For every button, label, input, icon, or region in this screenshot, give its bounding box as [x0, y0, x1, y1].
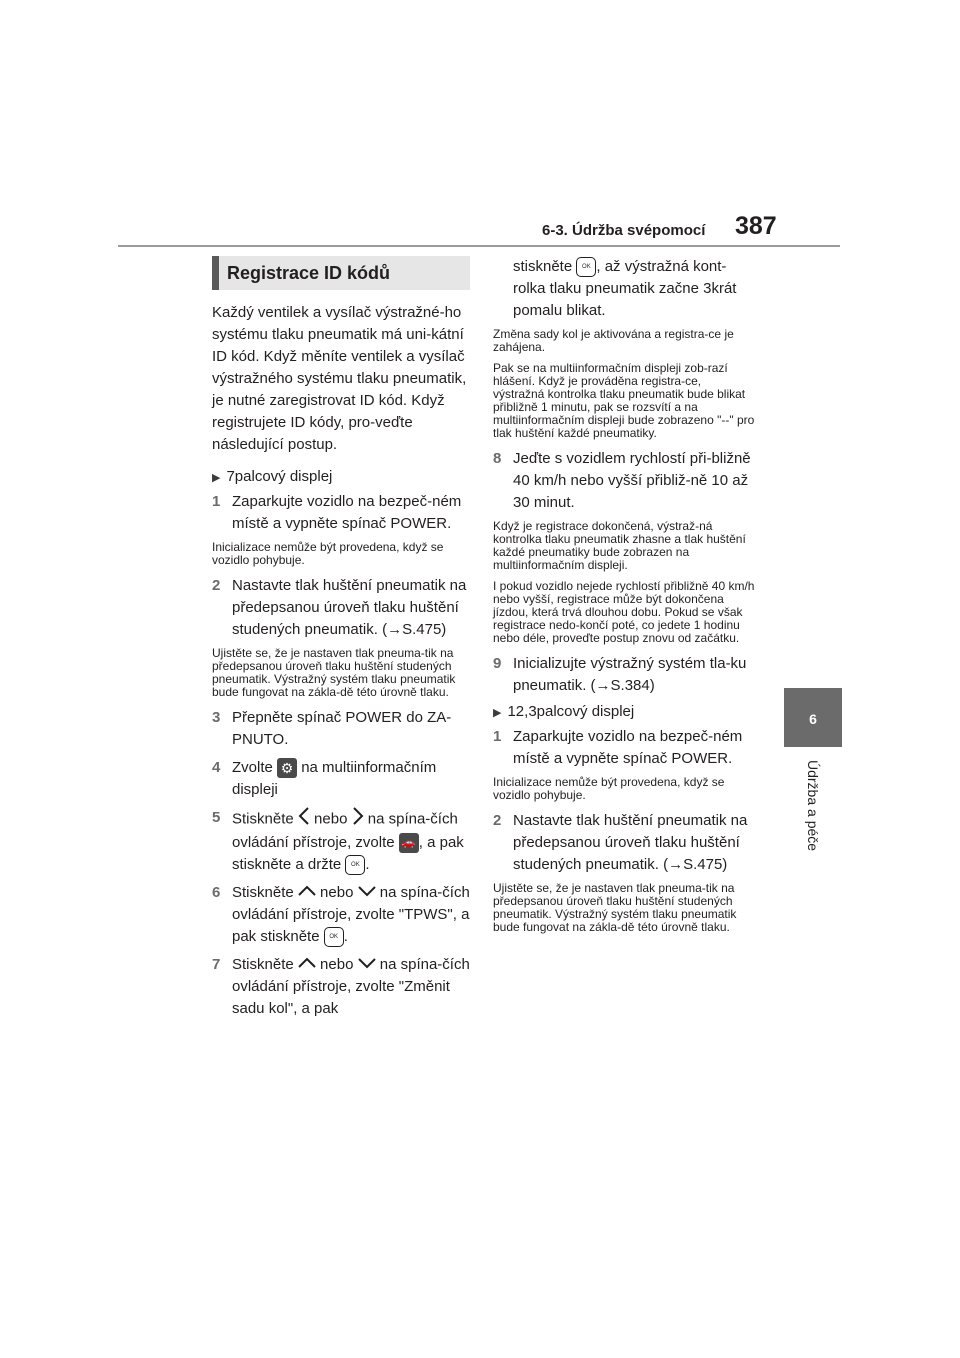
- chevron-up-icon: [298, 954, 316, 976]
- note: Ujistěte se, že je nastaven tlak pneuma-tik na předepsanou úroveň tlaku huštění studených pneumatik. Výstražný systém tlaku pneumatik bude fungovat na zákla-dě této úrovně tlaku.: [212, 646, 456, 699]
- left-column: [212, 256, 470, 1026]
- step-1: 1 Zaparkujte vozidlo na bezpeč-ném místě a vypněte spínač POWER.: [212, 493, 462, 532]
- step-7-continued: stiskněte OK , až výstražná kont-rolka tlaku pneumatik začne 3krát pomalu blikat.: [513, 258, 737, 319]
- ok-button-icon: OK: [576, 257, 596, 277]
- page-number: 387: [735, 212, 777, 240]
- chevron-down-icon: [358, 954, 376, 976]
- note: Změna sady kol je aktivována a registra-ce je zahájena.: [493, 327, 734, 354]
- intro-paragraph: Každý ventilek a vysílač výstražné-ho systému tlaku pneumatik má uni-kátní ID kód. Když měníte ventilek a vysílač výstražného systému tlaku pneumatik, je nutné zaregistrovat ID kód. Když registrujete ID kódy, pro-veďte následující postup.: [212, 304, 467, 453]
- note: Pak se na multiinformačním displeji zob-razí hlášení. Když je prováděna registra-ce, výstražná kontrolka tlaku pneumatik bude blikat přibližně 1 minutu, pak se rozsvítí a na multiinformačním displeji bude zobrazeno "--" pro tlak huštění každé pneumatiky.: [493, 361, 755, 440]
- ok-button-icon: OK: [324, 927, 344, 947]
- header-section-title: 6-3. Údržba svépomocí: [542, 222, 706, 239]
- step-7: 7 Stiskněte nebo na spína-čích ovládání přístroje, zvolte "Změnit sadu kol", a pak: [212, 956, 470, 1018]
- vehicle-settings-icon: 🚗: [399, 833, 419, 853]
- note: I pokud vozidlo nejede rychlostí přibližně 40 km/h nebo vyšší, registrace může být dokončena jízdou, která trvá dlouhou dobu. Pokud se však registrace nedo-končí poté, co jedete 1 hodinu nebo déle, proveďte postup znovu od začátku.: [493, 579, 755, 645]
- settings-gear-icon: ⚙: [277, 758, 297, 778]
- step-5: 5 Stiskněte nebo na spína-čích ovládání přístroje, zvolte 🚗 , a pak stiskněte a držte OK .: [212, 807, 470, 876]
- right-column: [493, 256, 755, 942]
- step-3: 3 Přepněte spínač POWER do ZA-PNUTO.: [212, 709, 452, 748]
- chevron-left-icon: [298, 807, 310, 832]
- step-9: 9 Inicializujte výstražný systém tla-ku pneumatik. (→S.384): [493, 655, 747, 694]
- step-1: 1 Zaparkujte vozidlo na bezpeč-ném místě a vypněte spínač POWER.: [493, 728, 743, 767]
- header-rule: [118, 245, 840, 247]
- display-heading-12: ▶ 12,3palcový displej: [493, 703, 635, 720]
- chevron-down-icon: [358, 882, 376, 904]
- display-heading-7: ▶ 7palcový displej: [212, 468, 333, 485]
- note: Inicializace nemůže být provedena, když se vozidlo pohybuje.: [212, 540, 444, 567]
- step-4: 4 Zvolte ⚙ na multiinformačním displeji: [212, 759, 437, 798]
- triangle-icon: ▶: [212, 472, 221, 484]
- chapter-tab: 6: [784, 688, 842, 747]
- triangle-icon: ▶: [493, 707, 502, 719]
- chevron-up-icon: [298, 882, 316, 904]
- chevron-right-icon: [352, 807, 364, 832]
- step-6: 6 Stiskněte nebo na spína-čích ovládání přístroje, zvolte "TPWS", a pak stiskněte OK .: [212, 882, 470, 948]
- step-2: 2 Nastavte tlak huštění pneumatik na předepsanou úroveň tlaku huštění studených pneumatik. (→S.475): [212, 577, 467, 638]
- step-2: 2 Nastavte tlak huštění pneumatik na předepsanou úroveň tlaku huštění studených pneumatik. (→S.475): [493, 812, 748, 873]
- section-title: Registrace ID kódů: [212, 256, 470, 290]
- note: Když je registrace dokončená, výstraž-ná kontrolka tlaku pneumatik zhasne a tlak huštění každé pneumatiky bude zobrazen na multiinformačním displeji.: [493, 519, 746, 572]
- note: Inicializace nemůže být provedena, když se vozidlo pohybuje.: [493, 775, 725, 802]
- chapter-title-vertical: Údržba a péče: [805, 760, 821, 852]
- step-8: 8 Jeďte s vozidlem rychlostí při-bližně 40 km/h nebo vyšší přibliž-ně 10 až 30 minut.: [493, 450, 751, 511]
- ok-button-icon: OK: [345, 855, 365, 875]
- note: Ujistěte se, že je nastaven tlak pneuma-tik na předepsanou úroveň tlaku huštění studených pneumatik. Výstražný systém tlaku pneumatik bude fungovat na zákla-dě této úrovně tlaku.: [493, 881, 737, 934]
